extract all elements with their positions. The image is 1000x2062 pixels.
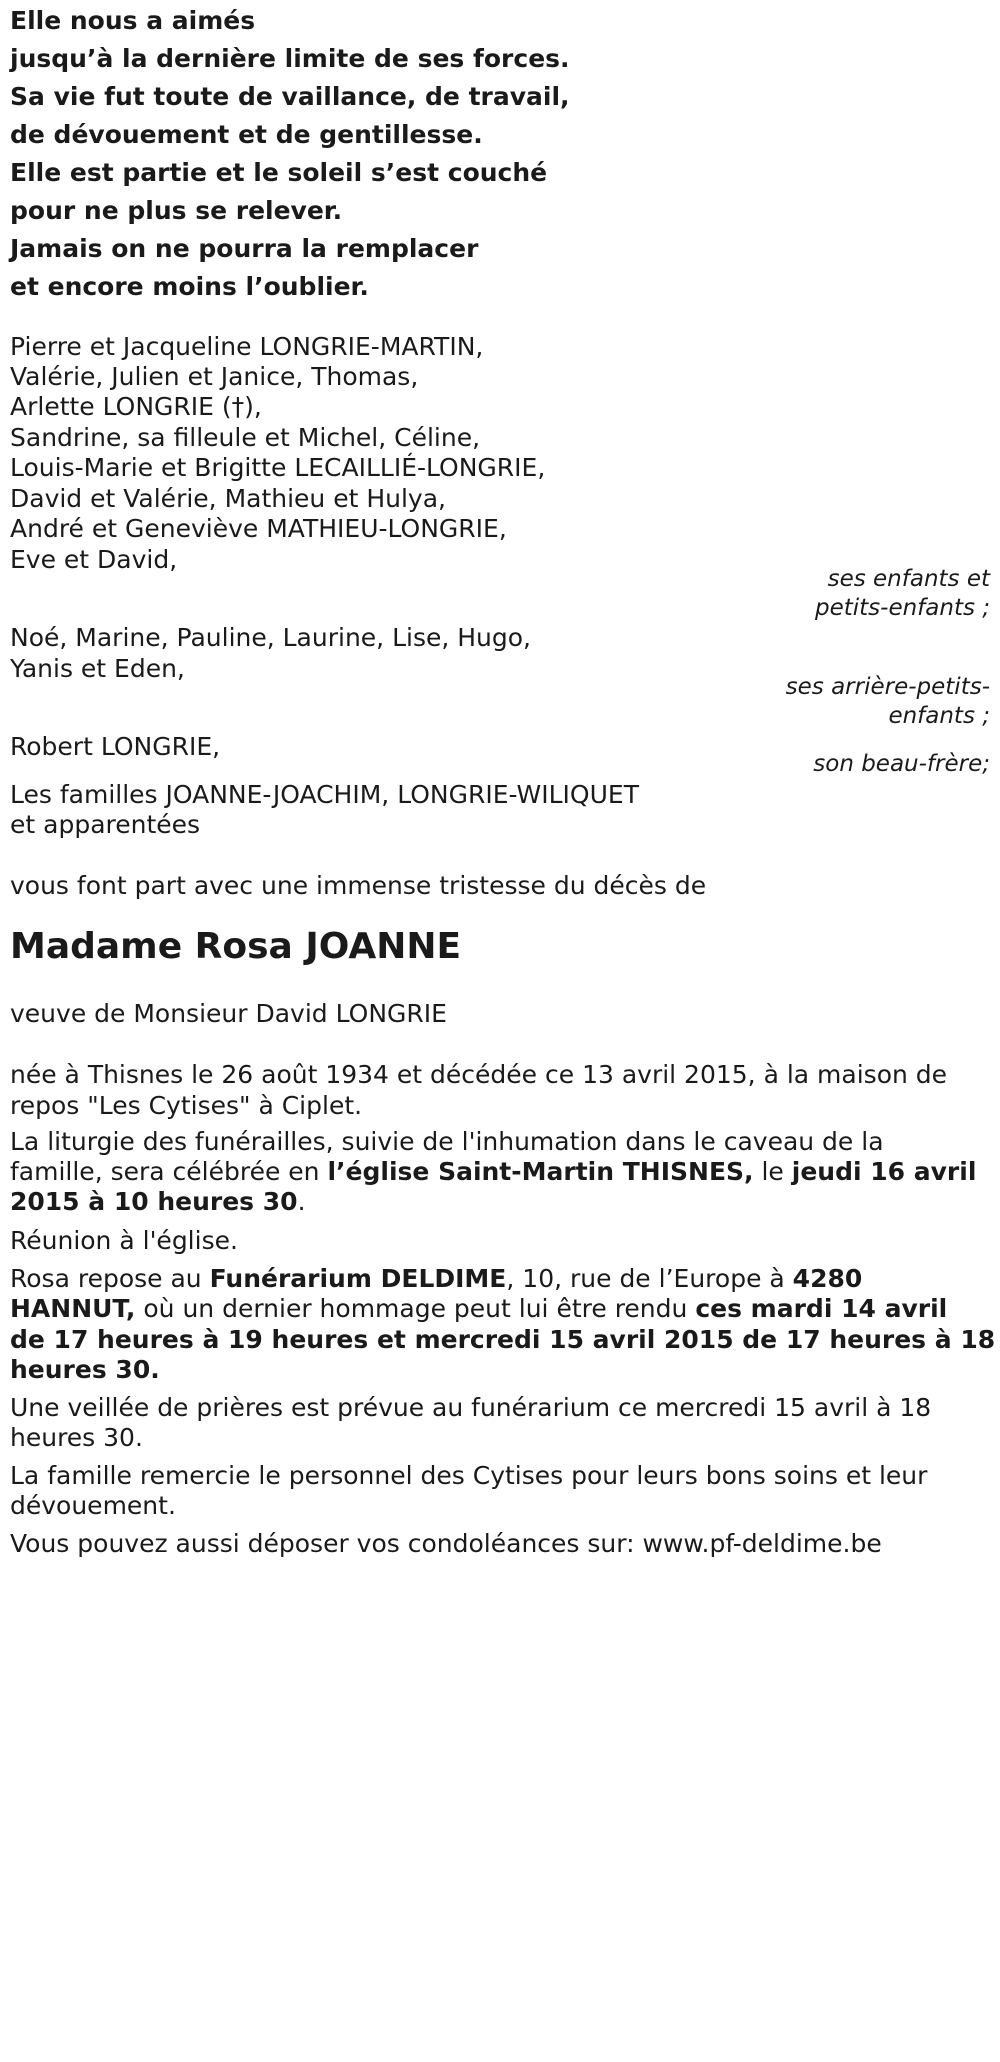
family-line: Louis-Marie et Brigitte LECAILLIÉ-LONGRIE, <box>10 453 546 482</box>
poem-line: Elle nous a aimés <box>10 6 256 35</box>
vigil-line: heures 30. <box>10 1423 143 1452</box>
widow-of-text: veuve de Monsieur David LONGRIE <box>10 999 447 1028</box>
poem-line: Jamais on ne pourra la remplacer <box>10 234 479 263</box>
liturgy-text: le <box>753 1157 792 1186</box>
funeral-time: 2015 à 10 heures 30 <box>10 1187 298 1216</box>
repose-text: , 10, rue de l’Europe à <box>506 1264 793 1293</box>
family-line: Robert LONGRIE, <box>10 732 221 761</box>
relationship-label: ses enfants et <box>827 566 990 592</box>
liturgy-text: . <box>297 1187 306 1216</box>
church-name: l’église Saint-Martin THISNES, <box>327 1157 754 1186</box>
liturgy-line: La liturgie des funérailles, suivie de l'inhumation dans le caveau de la <box>10 1127 884 1156</box>
funeral-date: jeudi 16 avril <box>791 1157 977 1186</box>
repose-line: heures 30. <box>10 1355 160 1384</box>
repose-line <box>10 1264 862 1293</box>
poem-line: jusqu’à la dernière limite de ses forces. <box>10 44 570 73</box>
funerarium-name: Funérarium DELDIME <box>209 1264 507 1293</box>
liturgy-text: famille, sera célébrée en <box>10 1157 328 1186</box>
family-line: Sandrine, sa filleule et Michel, Céline, <box>10 423 481 452</box>
thanks-line: La famille remercie le personnel des Cytises pour leurs bons soins et leur <box>10 1461 928 1490</box>
deceased-name: Madame Rosa JOANNE <box>10 926 462 967</box>
relationship-label: ses arrière-petits- <box>785 674 990 700</box>
city-name: HANNUT, <box>10 1294 136 1323</box>
repose-line <box>10 1294 947 1323</box>
family-line: Valérie, Julien et Janice, Thomas, <box>10 362 419 391</box>
poem-line: et encore moins l’oublier. <box>10 272 369 301</box>
family-line: Arlette LONGRIE (†), <box>10 392 262 421</box>
relationship-label: enfants ; <box>888 703 990 729</box>
poem-line: Elle est partie et le soleil s’est couché <box>10 158 548 187</box>
family-line: Yanis et Eden, <box>10 654 185 683</box>
family-line: Eve et David, <box>10 545 178 574</box>
vigil-line: Une veillée de prières est prévue au funérarium ce mercredi 15 avril à 18 <box>10 1393 932 1422</box>
visitation-date: ces mardi 14 avril <box>695 1294 948 1323</box>
families-line: et apparentées <box>10 810 201 839</box>
family-line: David et Valérie, Mathieu et Hulya, <box>10 484 446 513</box>
family-line: André et Geneviève MATHIEU-LONGRIE, <box>10 514 507 543</box>
poem-line: pour ne plus se relever. <box>10 196 343 225</box>
reunion-text: Réunion à l'église. <box>10 1226 238 1255</box>
family-line: Noé, Marine, Pauline, Laurine, Lise, Hugo, <box>10 623 531 652</box>
liturgy-line <box>10 1187 306 1216</box>
poem-line: de dévouement et de gentillesse. <box>10 120 483 149</box>
relationship-label: petits-enfants ; <box>814 595 990 621</box>
birth-death-line: née à Thisnes le 26 août 1934 et décédée ce 13 avril 2015, à la maison de <box>10 1060 948 1089</box>
poem-line: Sa vie fut toute de vaillance, de travail, <box>10 82 570 111</box>
postal-code: 4280 <box>792 1264 863 1293</box>
thanks-line: dévouement. <box>10 1491 176 1520</box>
repose-line: de 17 heures à 19 heures et mercredi 15 avril 2015 de 17 heures à 18 <box>10 1325 996 1354</box>
condolences-text: Vous pouvez aussi déposer vos condoléances sur: www.pf-deldime.be <box>10 1529 882 1558</box>
families-line: Les familles JOANNE-JOACHIM, LONGRIE-WILIQUET <box>10 780 639 809</box>
liturgy-line <box>10 1157 976 1186</box>
announcement-text: vous font part avec une immense tristesse du décès de <box>10 871 707 900</box>
family-line: Pierre et Jacqueline LONGRIE-MARTIN, <box>10 332 484 361</box>
repose-text: Rosa repose au <box>10 1264 210 1293</box>
repose-text: où un dernier hommage peut lui être rendu <box>135 1294 696 1323</box>
birth-death-line: repos "Les Cytises" à Ciplet. <box>10 1091 363 1120</box>
relationship-label: son beau-frère; <box>813 751 990 777</box>
